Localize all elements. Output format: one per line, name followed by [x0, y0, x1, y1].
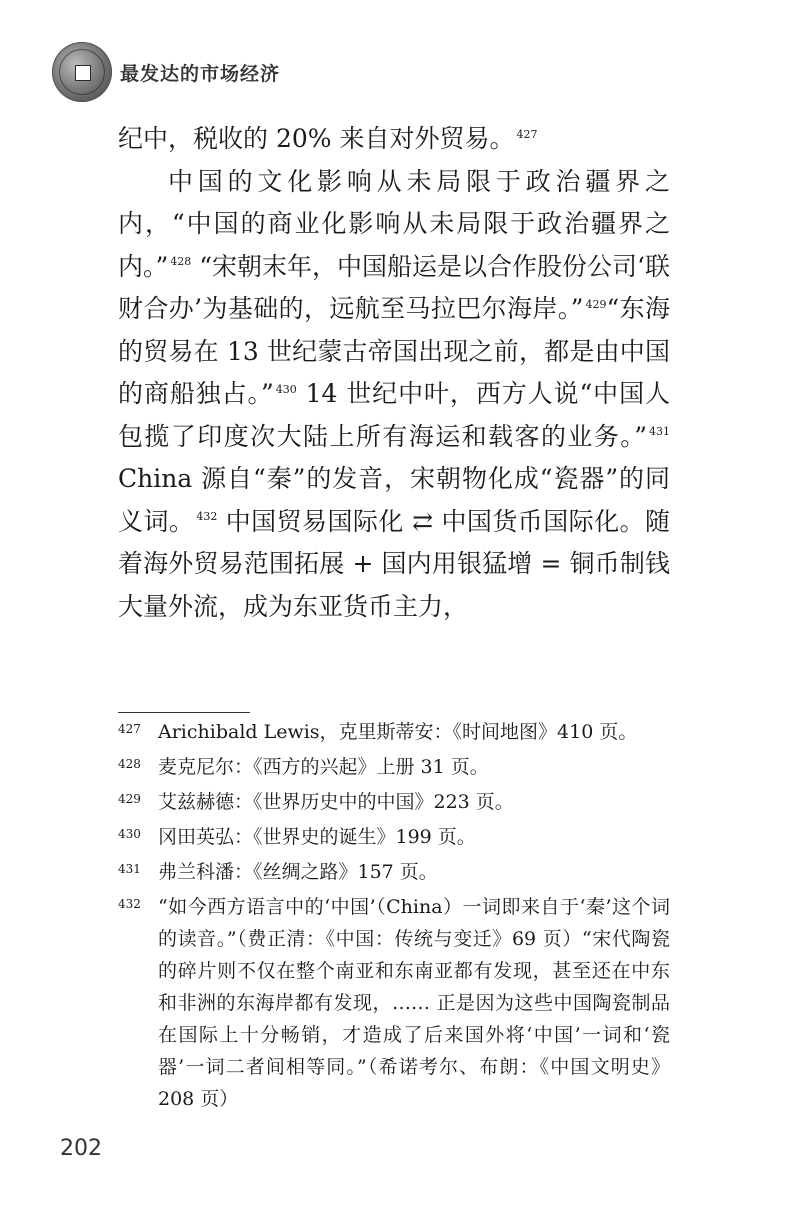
footnote-ref: 429: [585, 297, 607, 311]
footnote-ref: 430: [275, 382, 297, 396]
page-number: 202: [60, 1136, 102, 1161]
paragraph: [118, 161, 670, 629]
footnote-text: 艾兹赫德：《世界历史中的中国》223 页。: [158, 791, 514, 813]
footnote-ref: 431: [649, 425, 670, 439]
footnotes: [118, 716, 670, 1118]
footnote-number: 432: [118, 897, 141, 911]
footnote-item: [118, 891, 670, 1115]
footnote-text: 弗兰科潘：《丝绸之路》157 页。: [158, 861, 438, 883]
paragraph-text: “东海的贸易在 13 世纪蒙古帝国出现之前，都是由中国的商船独占。”: [118, 294, 670, 408]
book-title: 最发达的市场经济: [120, 62, 281, 85]
footnote-number: 429: [118, 792, 141, 806]
footnote-ref: 427: [516, 127, 538, 141]
paragraph-text: 14 世纪中叶，西方人说“中国人包揽了印度次大陆上所有海运和载客的业务。”: [118, 379, 670, 451]
footnote-ref: 428: [170, 255, 192, 269]
paragraph-text: 纪中，税收的 20% 来自对外贸易。: [118, 124, 515, 153]
footnote-divider: [118, 712, 250, 713]
footnote-item: [118, 821, 670, 853]
footnote-number: 430: [118, 827, 141, 841]
footnote-number: 431: [118, 862, 141, 876]
paragraph-text: China 源自“秦”的发音，宋朝物化成“瓷器”的同义词。: [118, 464, 670, 536]
paragraph-text: 中国贸易国际化 ⇄ 中国货币国际化。随着海外贸易范围拓展 + 国内用银猛增 = 铜币制钱大量外流，成为东亚货币主力，: [118, 506, 670, 621]
running-header: [52, 40, 280, 104]
footnote-number: 427: [118, 722, 141, 736]
footnote-item: [118, 856, 670, 888]
footnote-item: [118, 716, 670, 748]
footnote-text: Arichibald Lewis，克里斯蒂安：《时间地图》410 页。: [158, 721, 638, 743]
paragraph-text: “宋朝末年，中国船运是以合作股份公司‘联财合办’为基础的，远航至马拉巴尔海岸。”: [118, 251, 671, 323]
paragraph: [118, 118, 670, 161]
main-text: [118, 118, 670, 628]
footnote-item: [118, 786, 670, 818]
footnote-ref: 432: [196, 510, 218, 524]
footnote-text: 冈田英弘：《世界史的诞生》199 页。: [158, 826, 476, 848]
footnote-text: 麦克尼尔：《西方的兴起》上册 31 页。: [158, 756, 489, 778]
footnote-number: 428: [118, 757, 141, 771]
paragraph-text: 中国的文化影响从未局限于政治疆界之内，“中国的商业化影响从未局限于政治疆界之内。”: [118, 166, 670, 281]
footnote-text: “如今西方语言中的‘中国’（China）一词即来自于‘秦’这个词的读音。”（费正清：《中国：传统与变迁》69 页）“宋代陶瓷的碎片则不仅在整个南亚和东南亚都有发现，甚至还在中东和非洲的东海岸都有发现，…… 正是因为这些中国陶瓷制品在国际上十分畅销，才造成了后来国外将‘中国’一词和‘瓷器’一词二者间相等同。”（希诺考尔、布朗：《中国文明史》208 页）: [158, 896, 670, 1110]
footnote-item: [118, 751, 670, 783]
ancient-coin-icon: [52, 42, 112, 102]
